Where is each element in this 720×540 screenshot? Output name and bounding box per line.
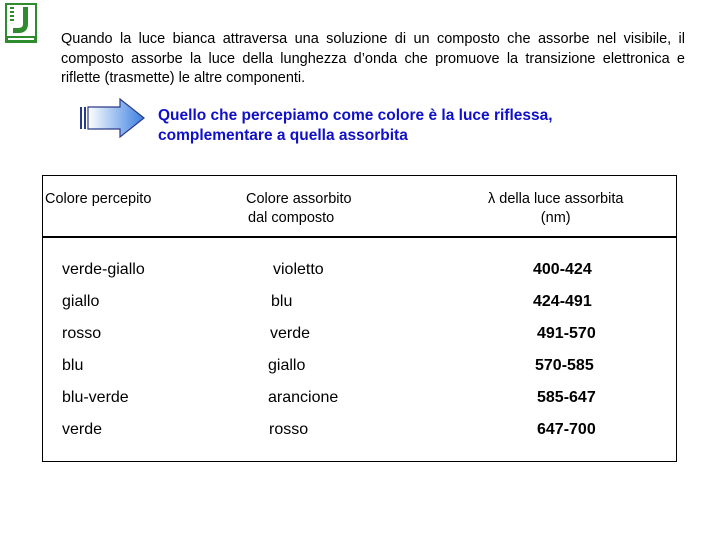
table-cell-perceived: giallo: [62, 293, 100, 310]
header-separator: [43, 236, 676, 238]
table-cell-wavelength: 424-491: [533, 293, 592, 310]
table-cell-absorbed: giallo: [268, 357, 306, 374]
right-arrow-icon: [80, 98, 146, 138]
university-logo-icon: [4, 2, 38, 44]
color-absorption-table: [42, 175, 677, 462]
table-cell-wavelength: 570-585: [535, 357, 594, 374]
table-cell-wavelength: 400-424: [533, 261, 592, 278]
intro-paragraph: Quando la luce bianca attraversa una soluzione di un composto che assorbe nel visibile, il composto assorbe la luce della lunghezza d’onda che promuove la transizione elettronica e riflette (trasmette) le altre componenti.: [61, 31, 685, 86]
header-absorbed-color: Colore assorbito dal composto: [246, 191, 352, 226]
highlight-text: [158, 106, 553, 146]
table-cell-perceived: rosso: [62, 325, 102, 342]
header-wavelength: λ della luce assorbita (nm): [488, 191, 624, 226]
table-cell-perceived: blu-verde: [62, 389, 129, 406]
table-cell-absorbed: rosso: [269, 421, 309, 438]
highlight-line-2: complementare a quella assorbita: [158, 127, 408, 144]
table-cell-perceived: blu: [62, 357, 84, 374]
table-cell-perceived: verde: [62, 421, 103, 438]
table-cell-absorbed: violetto: [273, 261, 324, 278]
table-cell-wavelength: 585-647: [537, 389, 596, 406]
table-cell-absorbed: verde: [270, 325, 311, 342]
table-cell-absorbed: arancione: [268, 389, 339, 406]
table-cell-wavelength: 647-700: [537, 421, 596, 438]
table-cell-absorbed: blu: [271, 293, 293, 310]
highlight-line-1: Quello che percepiamo come colore è la luce riflessa,: [158, 107, 553, 124]
header-perceived-color: Colore percepito: [45, 191, 152, 207]
table-cell-wavelength: 491-570: [537, 325, 596, 342]
table-cell-perceived: verde-giallo: [62, 261, 145, 278]
